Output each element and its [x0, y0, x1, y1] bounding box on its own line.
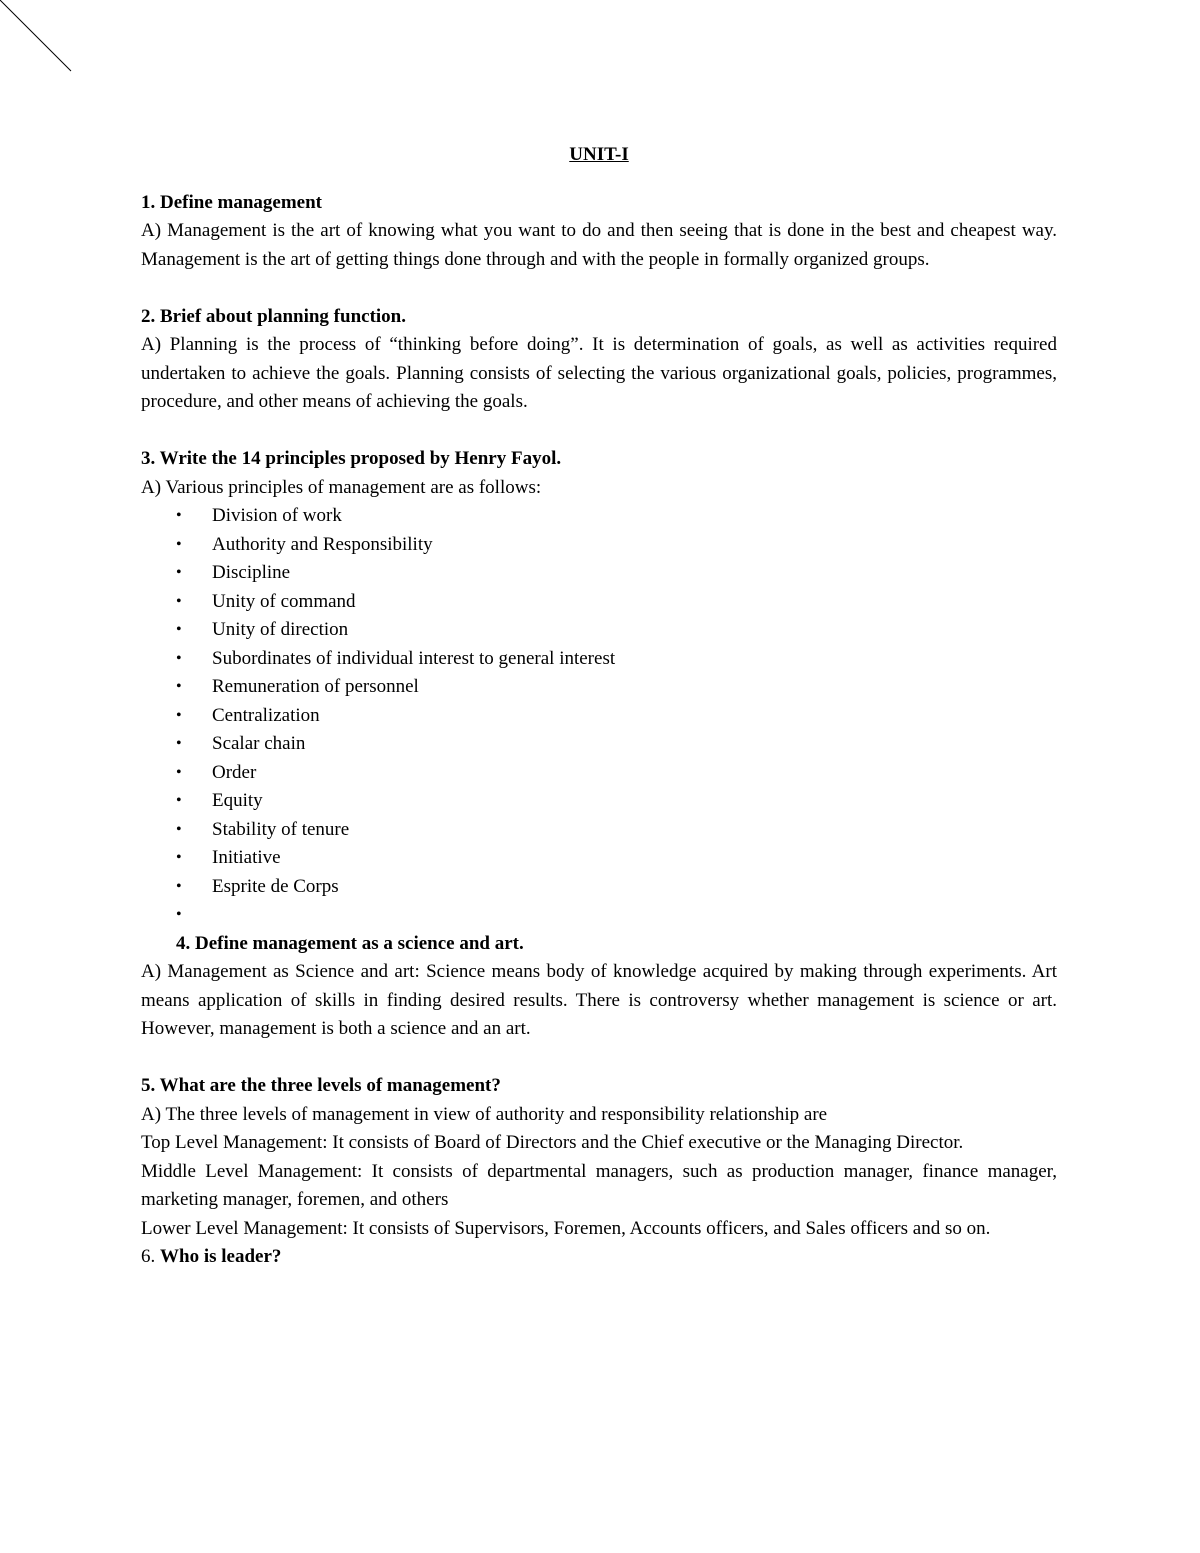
bullet-icon: •	[176, 792, 182, 809]
bullet-icon: •	[176, 564, 182, 581]
question-5-intro: A) The three levels of management in view of authority and responsibility relationship are	[141, 1103, 828, 1125]
spacer	[141, 417, 1057, 446]
question-3-intro: A) Various principles of management are as follows:	[141, 476, 542, 498]
question-2-answer: A) Planning is the process of “thinking before doing”. It is determination of goals, as well as activities required undertaken to achieve the goals. Planning consists of selecting the various organizational goals, policies, programmes, procedure, and other means of achieving the goals.	[141, 334, 1057, 412]
principle-text: Order	[212, 761, 257, 783]
corner-fold-line	[0, 0, 72, 72]
spacer	[141, 1044, 1057, 1073]
middle-level-management: Middle Level Management: It consists of departmental managers, such as production manager, finance manager, marketing manager, foremen, and others	[141, 1160, 1057, 1210]
question-2-heading: 2. Brief about planning function.	[141, 305, 406, 327]
list-item	[141, 559, 1057, 588]
lower-level-management: Lower Level Management: It consists of Supervisors, Foremen, Accounts officers, and Sales officers and so on.	[141, 1217, 991, 1239]
list-item	[141, 844, 1057, 873]
question-6-number: 6.	[141, 1246, 156, 1267]
list-item	[141, 901, 1057, 930]
list-item	[141, 730, 1057, 759]
principles-list	[141, 502, 1057, 930]
principle-text: Initiative	[212, 847, 281, 868]
principle-text: Discipline	[212, 562, 291, 583]
bullet-icon: •	[176, 906, 182, 923]
page-title: UNIT-I	[569, 144, 629, 165]
list-item	[141, 873, 1057, 902]
bullet-icon: •	[176, 877, 182, 895]
list-item	[141, 616, 1057, 645]
principle-text: Authority and Responsibility	[212, 533, 433, 555]
list-item	[141, 702, 1057, 731]
principle-text: Esprite de Corps	[212, 875, 339, 897]
question-6-heading	[141, 1243, 1057, 1272]
spacer	[141, 274, 1057, 303]
principle-text: Centralization	[212, 704, 320, 726]
principle-text: Remuneration of personnel	[212, 676, 419, 697]
list-item	[141, 531, 1057, 560]
list-item	[141, 759, 1057, 788]
principle-text: Division of work	[212, 505, 342, 526]
principle-text: Scalar chain	[212, 733, 306, 754]
bullet-icon: •	[176, 735, 182, 752]
list-item	[141, 787, 1057, 816]
bullet-icon: •	[176, 535, 182, 553]
bullet-icon: •	[176, 621, 182, 638]
principle-text: Equity	[212, 790, 263, 811]
principle-text: Unity of direction	[212, 619, 349, 640]
list-item	[141, 673, 1057, 702]
principle-text: Stability of tenure	[212, 818, 350, 840]
document-page	[141, 141, 1057, 1272]
bullet-icon: •	[176, 849, 182, 866]
bullet-icon: •	[176, 706, 182, 724]
bullet-icon: •	[176, 820, 182, 838]
principle-text: Unity of command	[212, 590, 356, 612]
principle-text: Subordinates of individual interest to general interest	[212, 647, 616, 669]
bullet-icon: •	[176, 678, 182, 695]
question-1-answer: A) Management is the art of knowing what you want to do and then seeing that is done in the best and cheapest way. Management is the art of getting things done through and with the people in formally organized groups.	[141, 220, 1057, 270]
list-item	[141, 816, 1057, 845]
list-item	[141, 645, 1057, 674]
list-item	[141, 502, 1057, 531]
question-5-heading: 5. What are the three levels of management?	[141, 1075, 501, 1096]
list-item	[141, 588, 1057, 617]
question-6-text: Who is leader?	[160, 1246, 282, 1267]
bullet-icon: •	[176, 507, 182, 524]
question-3-heading: 3. Write the 14 principles proposed by Henry Fayol.	[141, 448, 562, 469]
bullet-icon: •	[176, 649, 182, 667]
top-level-management: Top Level Management: It consists of Board of Directors and the Chief executive or the Managing Director.	[141, 1132, 964, 1153]
bullet-icon: •	[176, 592, 182, 610]
bullet-icon: •	[176, 763, 182, 781]
question-1-heading: 1. Define management	[141, 191, 322, 213]
question-4-answer: A) Management as Science and art: Science means body of knowledge acquired by making through experiments. Art means application of skills in finding desired results. There is controversy whether management is science or art. However, management is both a science and an art.	[141, 961, 1057, 1039]
question-4-heading: 4. Define management as a science and art.	[176, 932, 524, 954]
